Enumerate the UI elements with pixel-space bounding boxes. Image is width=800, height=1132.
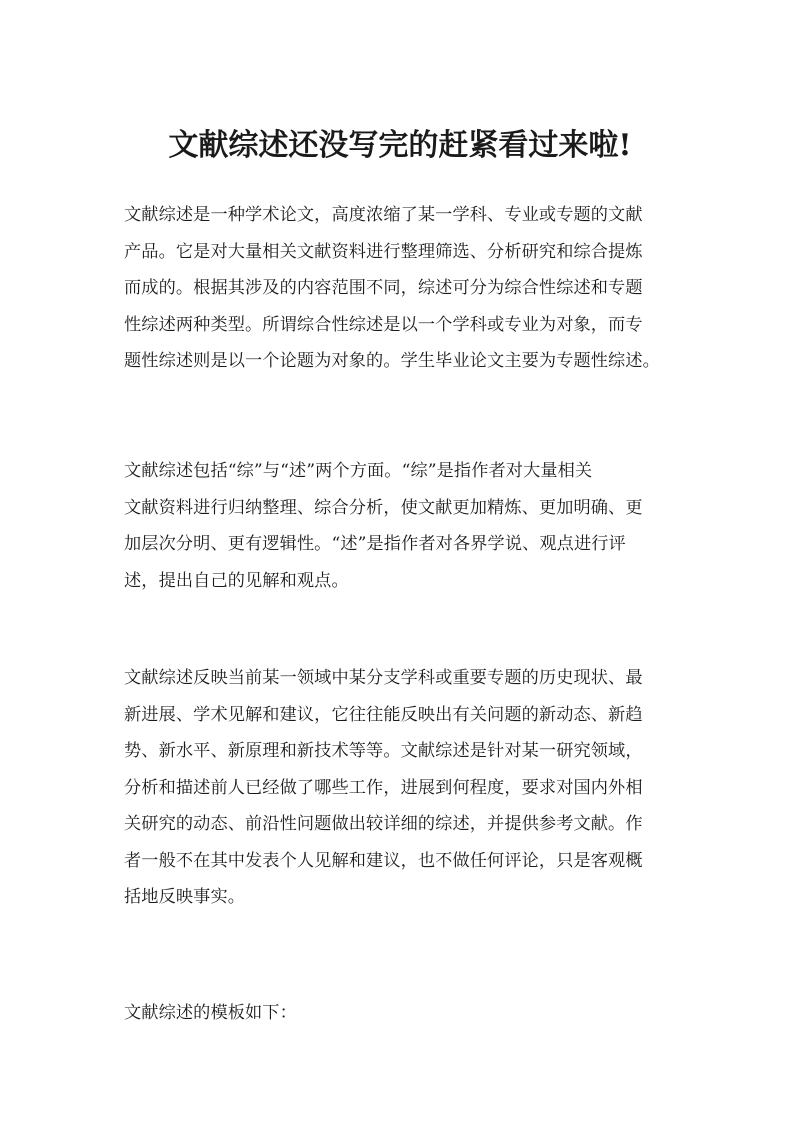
text-line: 文献综述的模板如下： xyxy=(124,1003,297,1023)
text-line: 产品。它是对大量相关文献资料进行整理筛选、分析研究和综合提炼 xyxy=(124,241,643,262)
text-line: 述，提出自己的见解和观点。 xyxy=(124,570,349,591)
text-line: 新进展、学术见解和建议，它往往能反映出有关问题的新动态、新趋 xyxy=(124,704,643,725)
text-line: 文献综述是一种学术论文，高度浓缩了某一学科、专业或专题的文献 xyxy=(124,205,643,225)
text-line: 题性综述则是以一个论题为对象的。学生毕业论文主要为专题性综述。 xyxy=(124,351,660,371)
text-line: 括地反映事实。 xyxy=(124,887,246,907)
paragraph-template-intro xyxy=(124,995,690,1032)
paragraph-definition xyxy=(124,197,690,380)
text-line: 文献资料进行归纳整理、综合分析，使文献更加精炼、更加明确、更 xyxy=(124,497,643,518)
text-line: 文献综述反映当前某一领域中某分支学科或重要专题的历史现状、最 xyxy=(124,668,643,688)
text-line: 关研究的动态、前沿性问题做出较详细的综述，并提供参考文献。作 xyxy=(124,814,643,834)
text-line: 加层次分明、更有逻辑性。“述”是指作者对各界学说、观点进行评 xyxy=(124,534,626,554)
text-line: 而成的。根据其涉及的内容范围不同，综述可分为综合性综述和专题 xyxy=(124,278,643,298)
text-line: 者一般不在其中发表个人见解和建议，也不做任何评论，只是客观概 xyxy=(124,850,643,871)
document-title: 文献综述还没写完的赶紧看过来啦! xyxy=(168,128,632,163)
paragraph-purpose xyxy=(124,660,690,916)
text-line: 文献综述包括“综”与“述”两个方面。“综”是指作者对大量相关 xyxy=(124,461,593,481)
text-line: 分析和描述前人已经做了哪些工作，进展到何程度，要求对国内外相 xyxy=(124,777,643,798)
text-line: 势、新水平、新原理和新技术等等。文献综述是针对某一研究领域， xyxy=(124,741,643,761)
text-line: 性综述两种类型。所谓综合性综述是以一个学科或专业为对象，而专 xyxy=(124,314,643,335)
paragraph-components xyxy=(124,453,690,599)
